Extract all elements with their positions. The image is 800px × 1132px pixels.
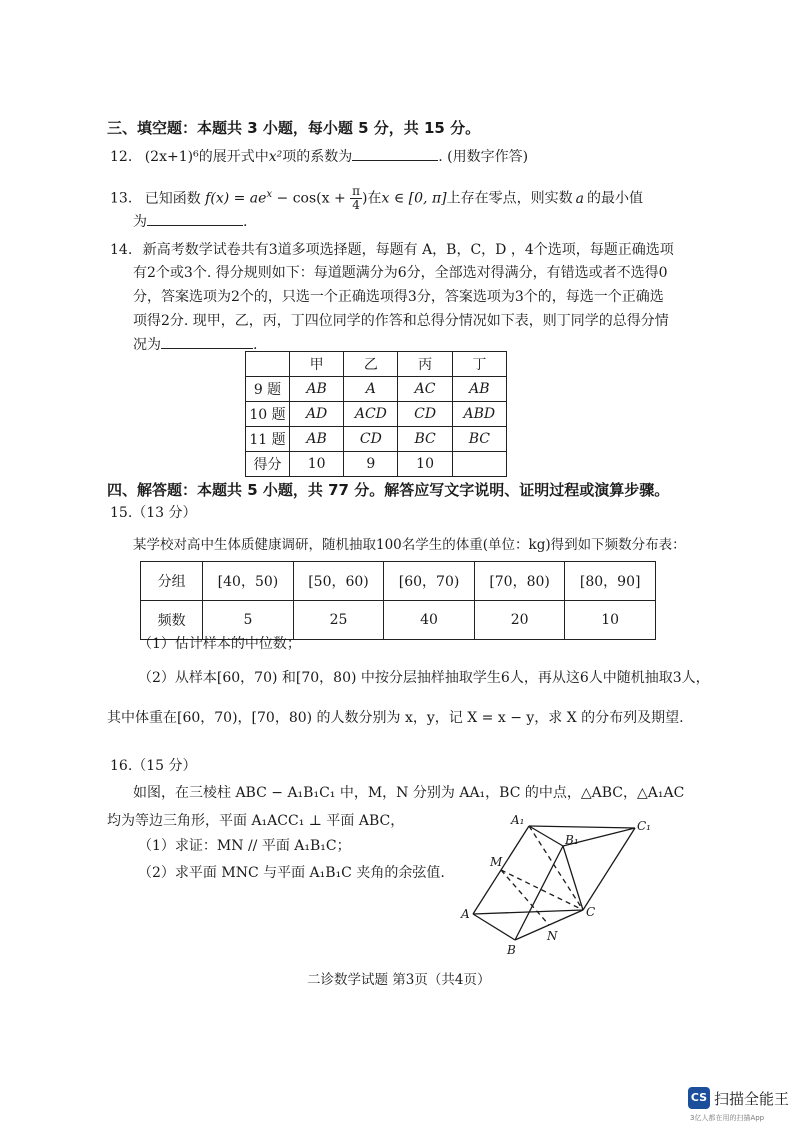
table-cell: 10 bbox=[565, 601, 656, 640]
q13-func-exp: x bbox=[266, 189, 273, 200]
q15-part3: 其中体重在[60，70)，[70，80) 的人数分别为 x，y，记 X = x − y，求 X 的分布列及期望. bbox=[107, 710, 684, 726]
edge-a1c1 bbox=[529, 826, 635, 828]
label-b: B bbox=[507, 943, 516, 957]
scanner-logo-icon: CS bbox=[688, 1087, 710, 1109]
table-cell: 5 bbox=[203, 601, 294, 640]
q13-func-c: ) bbox=[362, 190, 368, 207]
scanner-tagline: 3亿人都在用的扫描App bbox=[690, 1114, 765, 1122]
table-cell: [80，90] bbox=[565, 562, 656, 601]
q13-fraction bbox=[350, 185, 362, 212]
label-n: N bbox=[547, 929, 558, 943]
table-cell: 25 bbox=[293, 601, 384, 640]
q13-num: 13. bbox=[110, 190, 133, 207]
q13-line2-text: 为 bbox=[133, 214, 147, 230]
label-c1: C₁ bbox=[637, 819, 651, 833]
label-c: C bbox=[586, 905, 596, 919]
table-cell: [50，60) bbox=[293, 562, 384, 601]
edge-b1c bbox=[563, 846, 583, 910]
q16-line2: 均为等边三角形，平面 A₁ACC₁ ⊥ 平面 ABC， bbox=[107, 813, 405, 829]
table-row bbox=[246, 377, 507, 402]
q15-header: 15.（13 分） bbox=[110, 505, 197, 521]
q13-end: . bbox=[243, 214, 248, 230]
q13-text-d: 的最小值 bbox=[586, 190, 643, 207]
table-cell: ABD bbox=[452, 402, 506, 427]
q14-table bbox=[245, 351, 507, 477]
table-cell: AD bbox=[290, 402, 344, 427]
q14-end: . bbox=[253, 337, 258, 353]
q13-line2 bbox=[133, 210, 247, 232]
q14-num: 14. bbox=[110, 242, 133, 258]
q13-four: 4 bbox=[352, 198, 360, 213]
q14-line3: 分，答案选项为2个的，只选一个正确选项得3分，答案选项为3个的，每选一个正确选 bbox=[133, 289, 664, 305]
table-row bbox=[246, 352, 507, 377]
scanner-app-name: 扫描全能王 bbox=[714, 1089, 790, 1108]
label-m: M bbox=[490, 855, 503, 869]
table-cell: 得分 bbox=[246, 452, 290, 477]
q14-line1-text: 新高考数学试卷共有3道多项选择题，每题有 A，B，C，D ，4个选项，每题正确选项 bbox=[142, 242, 674, 258]
edge-ab bbox=[473, 914, 515, 940]
q15-intro: 某学校对高中生体质健康调研，随机抽取100名学生的体重(单位：kg)得到如下频数分布表： bbox=[133, 537, 686, 553]
q16-part1: （1）求证：MN // 平面 A₁B₁C； bbox=[138, 838, 351, 854]
q13-func-b: − cos(x + bbox=[272, 190, 351, 207]
q14-line2: 有2个或3个. 得分规则如下：每道题满分为6分，全部选对得满分，有错选或者不选得0 bbox=[133, 265, 668, 281]
table-cell: 丙 bbox=[398, 352, 452, 377]
q13-func: f(x) = ae bbox=[205, 190, 267, 207]
table-cell: 频数 bbox=[141, 601, 203, 640]
table-cell: 10 bbox=[398, 452, 452, 477]
q12-term: x² bbox=[268, 149, 283, 165]
table-cell: [70，80) bbox=[474, 562, 565, 601]
table-cell: AC bbox=[398, 377, 452, 402]
label-a: A bbox=[461, 907, 470, 921]
edge-mn-dashed bbox=[501, 870, 549, 925]
q12-expr: (2x+1)⁶ bbox=[144, 149, 199, 165]
q14-answer-blank bbox=[161, 333, 253, 349]
q15-table bbox=[140, 561, 656, 640]
table-cell: 9 题 bbox=[246, 377, 290, 402]
table-cell: CD bbox=[344, 427, 398, 452]
table-cell: 9 bbox=[344, 452, 398, 477]
table-row bbox=[246, 402, 507, 427]
table-cell: 乙 bbox=[344, 352, 398, 377]
page-footer: 二诊数学试题 第3页（共4页） bbox=[307, 972, 491, 988]
table-cell: AB bbox=[290, 377, 344, 402]
prism-figure bbox=[455, 808, 675, 963]
edge-b1b bbox=[515, 846, 563, 940]
table-cell: 丁 bbox=[452, 352, 506, 377]
q13-text-b: 在 bbox=[367, 190, 382, 207]
q16-line1: 如图，在三棱柱 ABC − A₁B₁C₁ 中，M，N 分别为 AA₁，BC 的中点，△ABC，△A₁AC bbox=[133, 785, 685, 801]
q14-line4: 项得2分. 现甲，乙，丙，丁四位同学的作答和总得分情况如下表，则丁同学的总得分情 bbox=[133, 313, 669, 329]
table-cell: 10 题 bbox=[246, 402, 290, 427]
table-cell: BC bbox=[398, 427, 452, 452]
q15-part1: （1）估计样本的中位数； bbox=[138, 636, 301, 652]
table-cell: ACD bbox=[344, 402, 398, 427]
q14-line1 bbox=[110, 240, 674, 260]
q13-pi: π bbox=[352, 184, 361, 199]
table-row bbox=[246, 427, 507, 452]
table-cell: AB bbox=[452, 377, 506, 402]
table-row bbox=[246, 452, 507, 477]
label-a1: A₁ bbox=[511, 813, 525, 827]
table-cell: A bbox=[344, 377, 398, 402]
table-cell bbox=[452, 452, 506, 477]
table-cell: [60，70) bbox=[384, 562, 475, 601]
q12-num: 12. bbox=[110, 149, 133, 165]
table-cell: 40 bbox=[384, 601, 475, 640]
q12-text-c: . (用数字作答) bbox=[438, 149, 529, 165]
q12-answer-blank bbox=[352, 145, 438, 161]
table-cell bbox=[246, 352, 290, 377]
table-row bbox=[141, 562, 656, 601]
q14-line5-text: 况为 bbox=[133, 337, 161, 353]
table-cell: BC bbox=[452, 427, 506, 452]
q12-text-b: 项的系数为 bbox=[282, 149, 353, 165]
scanner-watermark bbox=[688, 1087, 789, 1109]
section3-title: 三、填空题：本题共 3 小题，每小题 5 分，共 15 分。 bbox=[107, 119, 481, 137]
table-cell: 甲 bbox=[290, 352, 344, 377]
q15-part2: （2）从样本[60，70) 和[70，80) 中按分层抽样抽取学生6人，再从这6人中随机抽取3人， bbox=[138, 670, 710, 686]
q12 bbox=[110, 145, 528, 167]
edge-c1c bbox=[583, 828, 635, 910]
table-cell: 10 bbox=[290, 452, 344, 477]
table-cell: [40，50) bbox=[203, 562, 294, 601]
q16-part2: （2）求平面 MNC 与平面 A₁B₁C 夹角的余弦值. bbox=[138, 865, 445, 881]
q13-text-c: 上存在零点，则实数 bbox=[446, 190, 573, 207]
table-cell: CD bbox=[398, 402, 452, 427]
table-cell: 20 bbox=[474, 601, 565, 640]
q16-header: 16.（15 分） bbox=[110, 758, 197, 774]
table-cell: 分组 bbox=[141, 562, 203, 601]
q13-text-a: 已知函数 bbox=[144, 190, 201, 207]
table-cell: 11 题 bbox=[246, 427, 290, 452]
label-b1: B₁ bbox=[565, 833, 579, 847]
q12-text-a: 的展开式中 bbox=[198, 149, 269, 165]
table-cell: AB bbox=[290, 427, 344, 452]
q14-line5 bbox=[133, 333, 257, 355]
edge-a1b1 bbox=[529, 826, 563, 846]
q13-domain: x ∈ [0, π] bbox=[381, 190, 447, 207]
q13-var: a bbox=[575, 190, 584, 207]
q13-answer-blank bbox=[147, 210, 243, 226]
section4-title: 四、解答题：本题共 5 小题，共 77 分。解答应写文字说明、证明过程或演算步骤。 bbox=[107, 481, 670, 499]
